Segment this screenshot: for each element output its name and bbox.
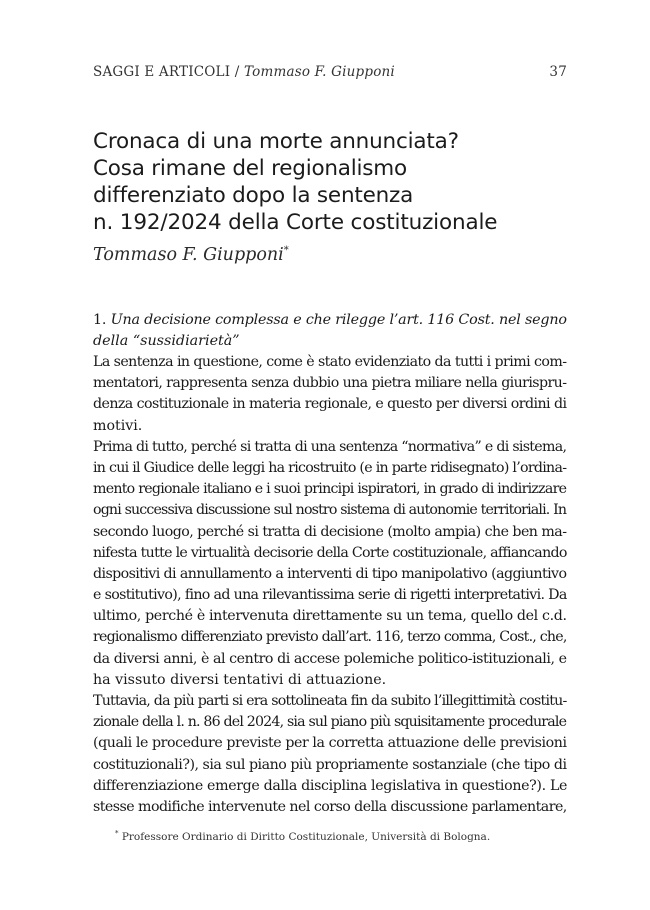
page-number: 37	[549, 64, 567, 80]
body-line: mento regionale italiano e i suoi principi ispiratori, in grado di indirizzare	[93, 481, 567, 498]
footnote-mark: *	[283, 245, 289, 257]
section-number: 1.	[93, 312, 107, 328]
footnote	[115, 831, 490, 843]
body-line: dispositivi di annullamento a interventi di tipo manipolativo (aggiuntivo	[93, 565, 567, 582]
running-header-section: SAGGI E ARTICOLI	[93, 64, 231, 80]
body-line: La sentenza in questione, come è stato evidenziato da tutti i primi com-	[93, 354, 567, 370]
body-line: mentatori, rappresenta senza dubbio una pietra miliare nella giurispru-	[93, 375, 567, 392]
article-title-line: differenziato dopo la sentenza	[93, 183, 414, 208]
running-header-left	[93, 64, 395, 80]
body-line: secondo luogo, perché si tratta di decisione (molto ampia) che ben ma-	[93, 523, 567, 540]
article-title-line: Cronaca di una morte annunciata?	[93, 129, 459, 154]
body-line: da diversi anni, è al centro di accese polemiche politico-istituzionali, e	[93, 650, 567, 667]
body-line: ha vissuto diversi tentativi di attuazione.	[93, 671, 387, 688]
section-heading-line	[93, 310, 567, 331]
article-title	[93, 128, 573, 236]
body-line: differenziazione emerge dalla disciplina legislativa in questione?). Le	[93, 777, 568, 794]
body-line: stesse modifiche intervenute nel corso della discussione parlamentare,	[93, 798, 567, 815]
body-line: ultimo, perché è intervenuta direttamente su un tema, quello del c.d.	[93, 608, 567, 625]
body-line: regionalismo differenziato previsto dall’art. 116, terzo comma, Cost., che,	[93, 629, 567, 646]
body-line: motivi.	[93, 417, 143, 434]
running-header-separator: /	[230, 64, 244, 80]
article-title-line: n. 192/2024 della Corte costituzionale	[93, 210, 498, 235]
body-text	[93, 352, 567, 818]
section-heading-text: della “sussidiarietà”	[93, 333, 240, 350]
body-line: costituzionali?), sia sul piano più propriamente sostanziale (che tipo di	[93, 756, 567, 773]
running-header-author: Tommaso F. Giupponi	[243, 64, 395, 80]
section-heading	[93, 310, 567, 352]
author-name: Tommaso F. Giupponi	[93, 245, 284, 265]
author-byline	[93, 245, 289, 265]
footnote-text: Professore Ordinario di Diritto Costituzionale, Università di Bologna.	[121, 831, 491, 843]
article-title-line: Cosa rimane del regionalismo	[93, 156, 407, 181]
body-line: ogni successiva discussione sul nostro sistema di autonomie territoriali. In	[93, 502, 567, 519]
footnote-mark: *	[115, 829, 119, 838]
body-line: zionale della l. n. 86 del 2024, sia sul piano più squisitamente procedurale	[93, 714, 567, 731]
section-heading-text: Una decisione complessa e che rilegge l’art. 116 Cost. nel segno	[110, 312, 567, 328]
body-line: Prima di tutto, perché si tratta di una sentenza “normativa” e di sistema,	[93, 438, 567, 455]
body-line: Tuttavia, da più parti si era sottolineata fin da subito l’illegittimità costitu-	[93, 693, 567, 709]
body-line: nifesta tutte le virtualità decisorie della Corte costituzionale, affiancando	[93, 544, 567, 561]
body-line: e sostitutivo), fino ad una rilevantissima serie di rigetti interpretativi. Da	[93, 587, 567, 604]
body-line: (quali le procedure previste per la corretta attuazione delle previsioni	[93, 735, 567, 752]
body-line: in cui il Giudice delle leggi ha ricostruito (e in parte ridisegnato) l’ordina-	[93, 459, 567, 476]
running-header	[93, 64, 567, 84]
body-line: denza costituzionale in materia regionale, e questo per diversi ordini di	[93, 396, 567, 413]
